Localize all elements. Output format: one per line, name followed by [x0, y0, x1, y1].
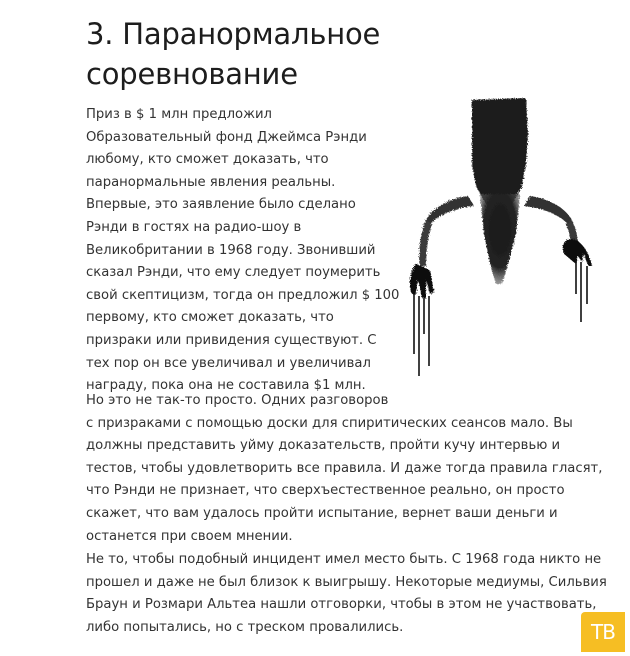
- paragraph-2: [86, 390, 604, 548]
- text-line: останется при своем мнении.: [86, 528, 293, 544]
- text-line: любому, кто сможет доказать, что: [86, 152, 329, 168]
- text-line: Рэнди в гостях на радио-шоу в: [86, 219, 302, 235]
- title-line-2: соревнование: [86, 57, 298, 91]
- title-line-1: 3. Паранормальное: [86, 17, 381, 51]
- text-line: Впервые, это заявление было сделано: [86, 197, 356, 213]
- text-line: прошел и даже не был близок к выигрышу. Некоторые медиумы, Сильвия: [86, 574, 607, 590]
- text-line: должны представить уйму доказательств, пройти кучу интервью и: [86, 438, 561, 454]
- text-line: призраки или привидения существуют. С: [86, 332, 377, 348]
- text-line: награду, пока она не составила $1 млн.: [86, 378, 366, 394]
- text-line: скажет, что вам удалось пройти испытание, вернет ваши деньги и: [86, 505, 558, 521]
- text-line: Образовательный фонд Джеймса Рэнди: [86, 129, 367, 145]
- text-line: что Рэнди не признает, что сверхъестественное реально, он просто: [86, 483, 565, 499]
- paragraph-1: [86, 104, 400, 398]
- text-line: сказал Рэнди, что ему следует поумерить: [86, 265, 381, 281]
- text-line: Но это не так-то просто. Одних разговоров: [86, 393, 389, 408]
- article-header: [86, 0, 606, 94]
- text-line: либо попытались, но с треском провалились.: [86, 619, 404, 635]
- text-line: первому, кто сможет доказать, что: [86, 310, 334, 326]
- text-line: Приз в $ 1 млн предложил: [86, 107, 272, 122]
- text-line: с призраками с помощью доски для спиритических сеансов мало. Вы: [86, 415, 573, 431]
- text-line: тестов, чтобы удовлетворить все правила. И даже тогда правила гласят,: [86, 460, 603, 476]
- badge-label: ТВ: [591, 620, 615, 644]
- site-logo-badge[interactable]: [581, 612, 625, 652]
- text-line: Великобритании в 1968 году. Звонивший: [86, 242, 376, 258]
- article-title: [86, 14, 606, 94]
- text-line: Браун и Розмари Альтеа нашли отговорки, чтобы в этом не участвовать,: [86, 597, 597, 613]
- ghost-silhouette: [410, 98, 592, 298]
- paragraph-3: [86, 549, 607, 639]
- ghost-figure-illustration: [404, 94, 594, 380]
- text-line: свой скептицизм, тогда он предложил $ 100: [86, 287, 400, 303]
- text-line: Не то, чтобы подобный инцидент имел место быть. С 1968 года никто не: [86, 552, 602, 567]
- text-line: паранормальные явления реальны.: [86, 174, 336, 190]
- text-line: тех пор он все увеличивал и увеличивал: [86, 355, 371, 371]
